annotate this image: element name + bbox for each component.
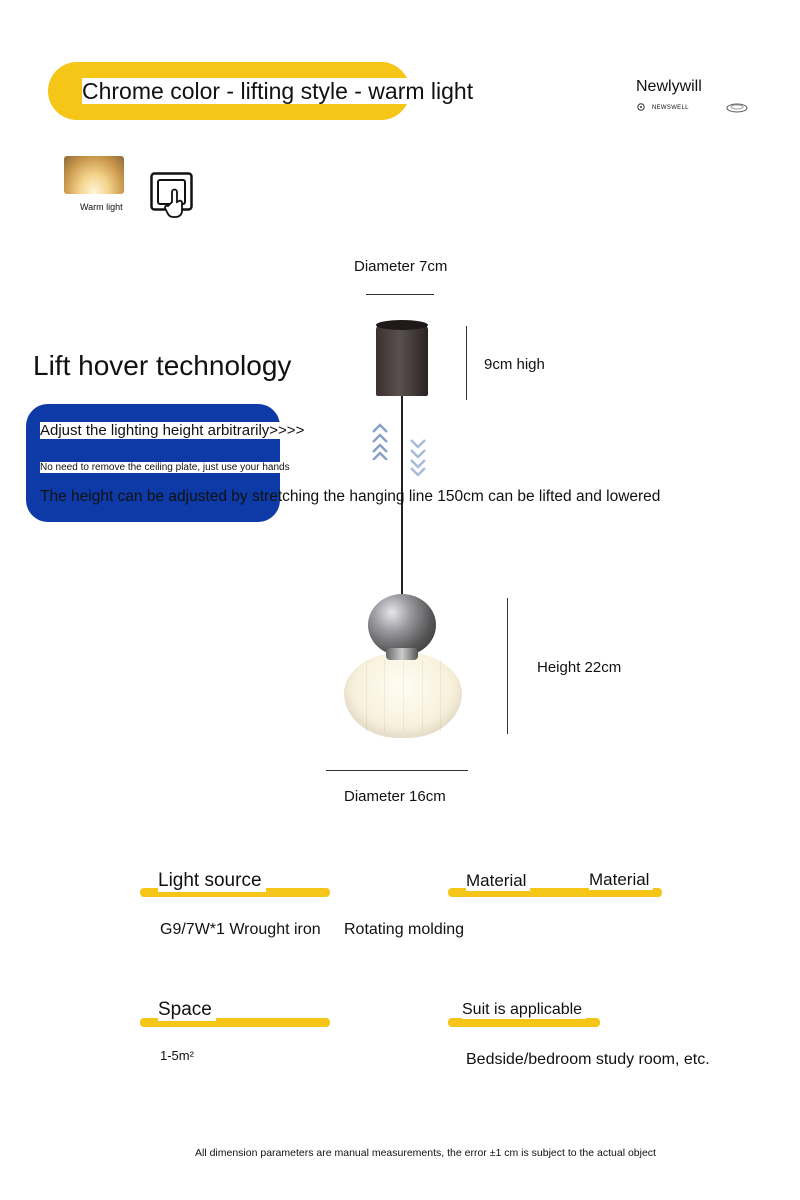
shade-rib [366,660,367,732]
arrow-up-icon [370,420,390,460]
base-height-label: 9cm high [484,356,545,373]
top-diameter-line [366,294,434,295]
material-title-2: Material [589,870,653,890]
chrome-neck [386,648,418,660]
ceiling-lamp-icon [726,102,748,114]
lamp-canopy [376,324,428,396]
head-height-line [507,598,508,734]
lamp-canopy-top [376,320,428,330]
lift-line-2: No need to remove the ceiling plate, just use your hands [40,462,290,473]
suit-value: Bedside/bedroom study room, etc. [466,1051,710,1068]
top-diameter-label: Diameter 7cm [354,258,448,275]
chrome-ball [368,594,436,656]
footer-note: All dimension parameters are manual measurements, the error ±1 cm is subject to the actual object [195,1147,656,1159]
shade-rib [384,660,385,732]
touch-switch-icon [150,172,194,220]
light-source-title: Light source [158,870,266,892]
space-title: Space [158,999,216,1021]
base-height-line [466,326,467,400]
lift-line-3: The height can be adjusted by stretching the hanging line 150cm can be lifted and lowered [40,488,661,505]
page-title: Chrome color - lifting style - warm light [82,78,474,104]
brand-subtitle: NEWSWELL [652,105,689,111]
shade-rib [440,660,441,732]
shade-rib [403,660,404,732]
suit-bar [448,1018,600,1027]
lift-line-1: Adjust the lighting height arbitrarily>>>> [40,422,305,439]
material-value: Rotating molding [344,921,465,938]
lift-section-title: Lift hover technology [33,350,292,381]
brand-name: Newlywill [636,78,702,95]
space-value: 1-5m² [160,1048,194,1063]
suit-title: Suit is applicable [462,1001,586,1019]
gear-icon [636,102,646,112]
shade-rib [422,660,423,732]
arrow-down-icon [408,436,428,476]
bottom-diameter-line [326,770,468,771]
material-title: Material [466,871,530,891]
bottom-diameter-label: Diameter 16cm [344,788,446,805]
warm-light-label: Warm light [80,202,123,212]
light-source-value: G9/7W*1 Wrought iron [160,921,321,938]
warm-light-swatch [64,156,124,194]
head-height-label: Height 22cm [537,659,622,676]
